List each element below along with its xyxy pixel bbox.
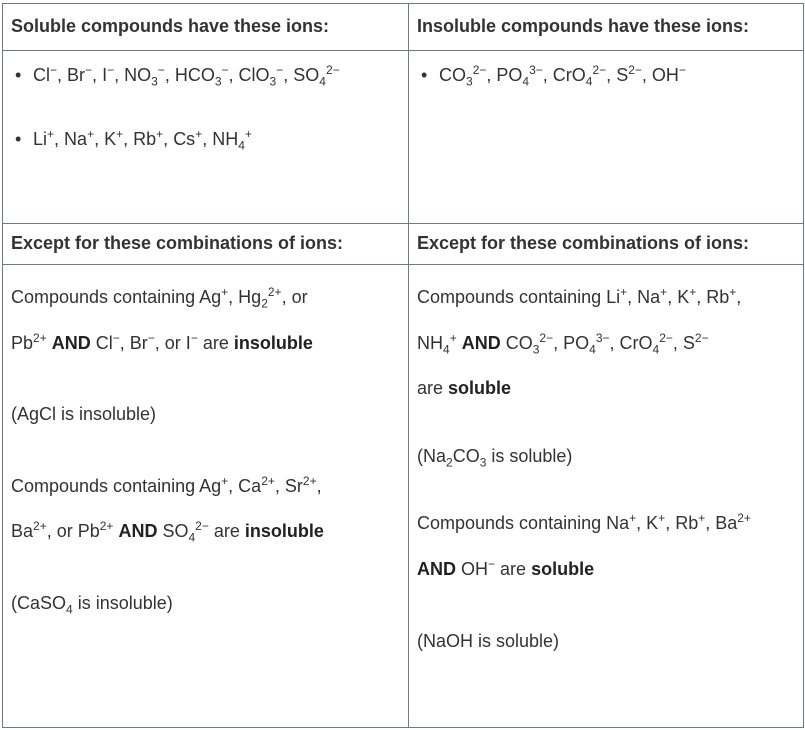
right-rule-2-line-1: Compounds containing Na+, K+, Rb+, $Ba^{2+}$ bbox=[417, 511, 751, 534]
right-rule-2-line-2: AND OH− are soluble bbox=[417, 556, 595, 579]
ion: $SO_4^{2-}$ bbox=[293, 63, 340, 89]
exceptions-row bbox=[3, 265, 804, 728]
right-exceptions-cell bbox=[409, 265, 804, 728]
left-rule-1-line-2: $Pb^{2+}$ AND Cl−, Br−, or I− are insoluble bbox=[11, 330, 313, 353]
ion: CrO$_4^{2-}$ bbox=[552, 63, 607, 89]
ion: Br− bbox=[67, 63, 93, 85]
exceptions-header-left: Except for these combinations of ions: bbox=[3, 224, 409, 265]
soluble-ions-list bbox=[11, 63, 400, 153]
ion: OH− bbox=[651, 63, 686, 85]
ion: $S^{2-}$ bbox=[616, 63, 642, 85]
ion: I− bbox=[102, 63, 115, 85]
exceptions-header-right: Except for these combinations of ions: bbox=[409, 224, 804, 265]
ion: $HCO_3^-$ bbox=[174, 63, 229, 89]
insoluble-ions-cell bbox=[409, 51, 804, 224]
solubility-rules-table bbox=[2, 3, 804, 728]
header-soluble: Soluble compounds have these ions: bbox=[3, 4, 409, 51]
right-rule-1-line-2: $NH_4^+$ AND $CO_3^{2-}$, $PO_4^{3-}$, CrO$_4^{2-}$, $S^{2-}$ bbox=[417, 330, 709, 357]
exceptions-header-row bbox=[3, 224, 804, 265]
right-example-1: ($Na_2CO_3$ is soluble) bbox=[417, 445, 573, 470]
soluble-ions-cell bbox=[3, 51, 409, 224]
ion: Na+ bbox=[64, 126, 95, 149]
ion: Cs+ bbox=[173, 126, 203, 149]
ion: Li+ bbox=[33, 126, 55, 149]
right-rule-1-line-1: Compounds containing Li+, Na+, K+, Rb+, bbox=[417, 285, 742, 307]
insoluble-ions-item: • $CO_3^{2-}$, $PO_4^{3-}$, CrO$_4^{2-}$, $S^{2-}$, OH− bbox=[439, 65, 795, 87]
ions-row bbox=[3, 51, 804, 224]
left-exceptions-cell bbox=[3, 265, 409, 728]
ion: ClO$_3$− bbox=[238, 63, 284, 89]
ion: K+ bbox=[104, 126, 124, 149]
ion: Rb+ bbox=[133, 126, 164, 149]
insoluble-ions-list bbox=[417, 65, 795, 87]
soluble-cations-item: • Li+, Na+, K+, Rb+, Cs+, $NH_4^+$ bbox=[33, 129, 400, 151]
left-rule-2-line-2: $Ba^{2+}$, or $Pb^{2+}$ AND $SO_4^{2-}$ are insoluble bbox=[11, 519, 324, 545]
right-example-2: (NaOH is soluble) bbox=[417, 630, 560, 651]
left-rule-2-line-1: Compounds containing Ag+, $Ca^{2+}$, $Sr^{2+}$, bbox=[11, 473, 322, 496]
ion: $NH_4^+$ bbox=[212, 126, 252, 153]
left-example-1: (AgCl is insoluble) bbox=[11, 404, 157, 425]
header-insoluble: Insoluble compounds have these ions: bbox=[409, 4, 804, 51]
ion: $NO_3^-$ bbox=[124, 63, 165, 89]
ion: $CO_3^{2-}$ bbox=[439, 63, 487, 89]
right-rule-1-line-3: are soluble bbox=[417, 378, 512, 399]
left-rule-1-line-1: Compounds containing Ag+, $Hg_2^{2+}$, or bbox=[11, 285, 308, 311]
header-row bbox=[3, 4, 804, 51]
ion: $PO_4^{3-}$ bbox=[496, 63, 543, 89]
left-example-2: (CaSO$_4$ is insoluble) bbox=[11, 592, 173, 617]
ion: Cl− bbox=[33, 63, 58, 85]
soluble-anions-item: • Cl−, Br−, I−, $NO_3^-$, $HCO_3^-$, ClO$_3$−, $SO_4^{2-}$ bbox=[33, 65, 400, 87]
